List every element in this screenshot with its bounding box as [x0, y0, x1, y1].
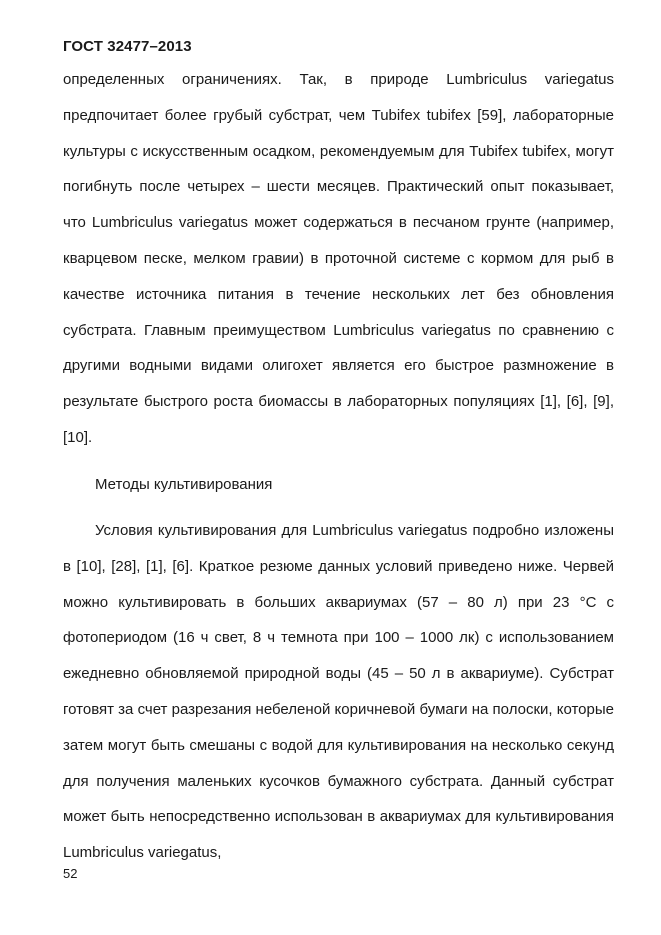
- section-heading: Методы культивирования: [95, 476, 273, 493]
- paragraph-continued: определенных ограничениях. Так, в природе Lumbriculus variegatus предпочитает более грубый субстрат, чем Tubifex tubifex [59], лабораторные культуры с искусственным осадком, рекомендуемым для Tubifex tubifex, могут погибнуть после четырех – шести месяцев. Практический опыт показывает, что Lumbriculus variegatus может содержаться в песчаном грунте (например, кварцевом песке, мелком гравии) в проточной системе с кормом для рыб в качестве источника питания в течение нескольких лет без обновления субстрата. Главным преимуществом Lumbriculus variegatus по сравнению с другими водными видами олигохет является его быстрое размножение в результате быстрого роста биомассы в лабораторных популяциях [1], [6], [9], [10].: [63, 71, 614, 446]
- document-header: ГОСТ 32477–2013: [63, 38, 192, 55]
- paragraph-cultivation-conditions: Условия культивирования для Lumbriculus variegatus подробно изложены в [10], [28], [1], [6]. Краткое резюме данных условий приведено ниже. Червей можно культивировать в больших аквариумах (57 – 80 л) при 23 °С с фотопериодом (16 ч свет, 8 ч темнота при 100 – 1000 лк) с использованием ежедневно обновляемой природной воды (45 – 50 л в аквариуме). Субстрат готовят за счет разрезания небеленой коричневой бумаги на полоски, которые затем могут быть смешаны с водой для культивирования на несколько секунд для получения маленьких кусочков бумажного субстрата. Данный субстрат может быть непосредственно использован в аквариумах для культивирования Lumbriculus variegatus,: [63, 522, 614, 862]
- page-number: 52: [63, 866, 78, 881]
